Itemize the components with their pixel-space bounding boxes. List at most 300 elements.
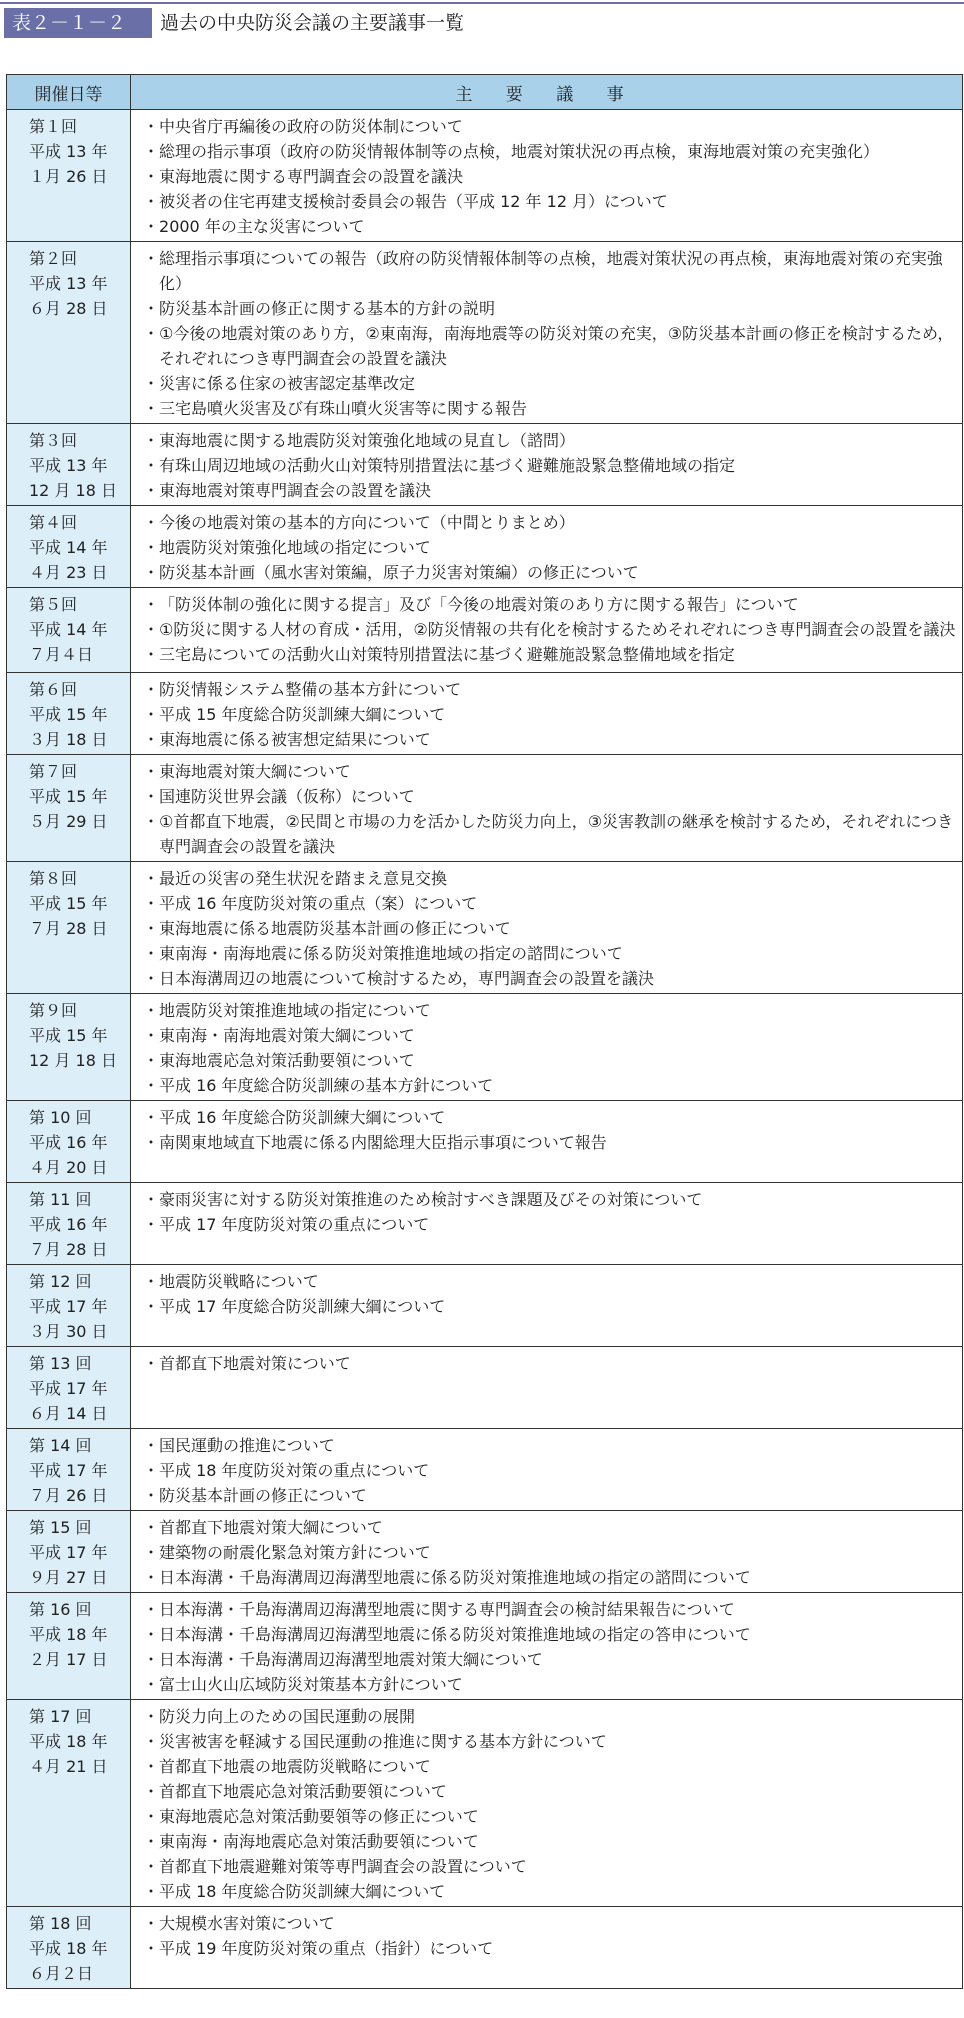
meeting-year: 平成 15 年 [29, 787, 108, 806]
agenda-item-text: 平成 16 年度防災対策の重点（案）について [159, 894, 478, 913]
agenda-item-text: 三宅島噴火災害及び有珠山噴火災害等に関する報告 [159, 399, 528, 418]
agenda-item [143, 1854, 958, 1879]
agenda-cell [131, 1907, 963, 1989]
agenda-item [143, 617, 958, 642]
agenda-item-text: 防災基本計画の修正に関する基本的方針の説明 [159, 299, 496, 318]
meeting-year: 平成 15 年 [29, 705, 108, 724]
agenda-item-text: 東海地震に関する専門調査会の設置を議決 [159, 167, 464, 186]
meeting-date: ４月 23 日 [29, 563, 108, 582]
agenda-item [143, 1754, 958, 1779]
table-row [7, 506, 963, 588]
agenda-item [143, 1105, 958, 1130]
meeting-date-cell [7, 1265, 131, 1347]
agenda-item-text: 今後の地震対策の基本的方向について（中間とりまとめ） [159, 513, 575, 532]
agenda-item-text: 平成 19 年度防災対策の重点（指針）について [159, 1939, 494, 1958]
agenda-cell [131, 673, 963, 755]
agenda-item-text: 災害被害を軽減する国民運動の推進に関する基本方針について [159, 1732, 607, 1751]
agenda-item-text: 防災力向上のための国民運動の展開 [159, 1707, 416, 1726]
table-row [7, 1347, 963, 1429]
agenda-item [143, 1779, 958, 1804]
bullet-mark: ・ [143, 645, 160, 664]
agenda-item-text: 東海地震に係る地震防災基本計画の修正について [159, 919, 511, 938]
table-row [7, 1101, 963, 1183]
meeting-year: 平成 17 年 [29, 1379, 108, 1398]
bullet-mark: ・ [143, 1914, 160, 1933]
agenda-item [143, 246, 958, 296]
agenda-item [143, 1351, 958, 1376]
agenda-item [143, 478, 958, 503]
agenda-item-text: 東海地震対策大綱について [159, 762, 351, 781]
agenda-item [143, 139, 958, 164]
agenda-item [143, 702, 958, 727]
agenda-item-text: 「防災体制の強化に関する提言」及び「今後の地震対策のあり方に関する報告」について [159, 595, 799, 614]
agenda-item [143, 1458, 958, 1483]
table-row [7, 1907, 963, 1989]
agenda-item-text: 総理の指示事項（政府の防災情報体制等の点検，地震対策状況の再点検，東海地震対策の充実強化） [159, 142, 880, 161]
meeting-date-cell [7, 1700, 131, 1907]
agenda-cell [131, 1429, 963, 1511]
agenda-item-text: 東海地震対策専門調査会の設置を議決 [159, 481, 432, 500]
bullet-mark: ・ [143, 1108, 160, 1127]
meeting-year: 平成 14 年 [29, 538, 108, 557]
agenda-cell [131, 424, 963, 506]
bullet-mark: ・ [143, 1543, 160, 1562]
agenda-item [143, 966, 958, 991]
meeting-session: 第 18 回 [29, 1914, 92, 1933]
meeting-session: 第 11 回 [29, 1190, 92, 1209]
meeting-date: ６月 28 日 [29, 299, 108, 318]
meeting-date: 12 月 18 日 [29, 481, 117, 500]
meeting-session: 第３回 [29, 431, 78, 450]
header-agenda [131, 75, 963, 110]
bullet-mark: ・ [143, 705, 160, 724]
agenda-cell [131, 1265, 963, 1347]
bullet-mark: ・ [143, 1568, 160, 1587]
agenda-item [143, 510, 958, 535]
table-row [7, 994, 963, 1101]
bullet-mark: ・ [143, 969, 160, 988]
agenda-cell [131, 1101, 963, 1183]
meeting-session: 第１回 [29, 117, 78, 136]
bullet-mark: ・ [143, 1625, 160, 1644]
meeting-date-cell [7, 755, 131, 862]
bullet-mark: ・ [143, 1782, 160, 1801]
agenda-item [143, 1829, 958, 1854]
bullet-mark: ・ [143, 944, 160, 963]
meeting-year: 平成 18 年 [29, 1625, 108, 1644]
table-row [7, 1511, 963, 1593]
meeting-date-cell [7, 994, 131, 1101]
meeting-date: ７月 28 日 [29, 1240, 108, 1259]
agenda-item [143, 1597, 958, 1622]
agenda-cell [131, 1347, 963, 1429]
bullet-mark: ・ [143, 1807, 160, 1826]
meeting-date: ３月 18 日 [29, 730, 108, 749]
title-rule [0, 2, 964, 4]
bullet-mark: ・ [143, 1076, 160, 1095]
meeting-session: 第 12 回 [29, 1272, 92, 1291]
agenda-item-text: 首都直下地震避難対策等専門調査会の設置について [159, 1857, 527, 1876]
agenda-item-text: 2000 年の主な災害について [159, 217, 365, 236]
meeting-date: ９月 27 日 [29, 1568, 108, 1587]
bullet-mark: ・ [143, 1190, 160, 1209]
bullet-mark: ・ [143, 1297, 160, 1316]
agenda-item-text: 三宅島についての活動火山対策特別措置法に基づく避難施設緊急整備地域を指定 [159, 645, 735, 664]
agenda-item-text: 大規模水害対策について [159, 1914, 335, 1933]
agenda-item [143, 164, 958, 189]
table-row [7, 673, 963, 755]
bullet-mark: ・ [143, 787, 160, 806]
bullet-mark: ・ [143, 142, 160, 161]
agenda-cell [131, 506, 963, 588]
bullet-mark: ・ [143, 1757, 160, 1776]
agenda-item [143, 1647, 958, 1672]
agenda-item [143, 916, 958, 941]
bullet-mark: ・ [143, 456, 160, 475]
meeting-session: 第６回 [29, 680, 78, 699]
agenda-item [143, 114, 958, 139]
agenda-item-text: 平成 18 年度総合防災訓練大綱について [159, 1882, 446, 1901]
meeting-date: ５月 29 日 [29, 812, 108, 831]
table-row [7, 588, 963, 673]
meeting-date: ６月 14 日 [29, 1404, 108, 1423]
agenda-item [143, 941, 958, 966]
meeting-date: ７月 28 日 [29, 919, 108, 938]
header-date: 開催日等 [7, 75, 131, 110]
meeting-year: 平成 15 年 [29, 894, 108, 913]
meeting-year: 平成 17 年 [29, 1461, 108, 1480]
table-body [7, 110, 963, 1989]
agenda-item-text: 豪雨災害に対する防災対策推進のため検討すべき課題及びその対策について [159, 1190, 703, 1209]
agenda-item-text: 有珠山周辺地域の活動火山対策特別措置法に基づく避難施設緊急整備地域の指定 [159, 456, 736, 475]
agenda-cell [131, 1593, 963, 1700]
agenda-item [143, 759, 958, 784]
agenda-item-text: 東海地震に係る被害想定結果について [159, 730, 431, 749]
agenda-cell [131, 862, 963, 994]
agenda-item-text: 日本海溝周辺の地震について検討するため，専門調査会の設置を議決 [159, 969, 655, 988]
meeting-year: 平成 17 年 [29, 1297, 108, 1316]
agenda-item-text: 平成 15 年度総合防災訓練大綱について [159, 705, 446, 724]
table-row [7, 1593, 963, 1700]
bullet-mark: ・ [143, 1272, 160, 1291]
agenda-item-text: 首都直下地震の地震防災戦略について [159, 1757, 431, 1776]
bullet-mark: ・ [143, 1215, 160, 1234]
bullet-mark: ・ [143, 563, 160, 582]
bullet-mark: ・ [143, 431, 160, 450]
agenda-item [143, 1187, 958, 1212]
bullet-mark: ・ [143, 481, 160, 500]
table-row [7, 242, 963, 424]
bullet-mark: ・ [143, 1461, 160, 1480]
agenda-item [143, 214, 958, 239]
agenda-item [143, 560, 958, 585]
agenda-item [143, 1622, 958, 1647]
agenda-cell [131, 1183, 963, 1265]
table-row [7, 424, 963, 506]
meeting-year: 平成 18 年 [29, 1732, 108, 1751]
bullet-mark: ・ [143, 812, 160, 831]
agenda-item-text: ①首都直下地震，②民間と市場の力を活かした防災力向上，③災害教訓の継承を検討するため，それぞれにつき専門調査会の設置を議決 [159, 812, 954, 856]
agenda-item-text: 平成 17 年度防災対策の重点について [159, 1215, 430, 1234]
agenda-item-text: ①防災に関する人材の育成・活用，②防災情報の共有化を検討するためそれぞれにつき専門調査会の設置を議決 [159, 620, 956, 639]
meeting-date-cell [7, 110, 131, 242]
bullet-mark: ・ [143, 1939, 160, 1958]
agenda-item [143, 1073, 958, 1098]
agenda-cell [131, 994, 963, 1101]
agenda-item-text: 平成 16 年度総合防災訓練大綱について [159, 1108, 446, 1127]
meeting-year: 平成 18 年 [29, 1939, 108, 1958]
bullet-mark: ・ [143, 919, 160, 938]
meeting-session: 第７回 [29, 762, 78, 781]
meeting-year: 平成 16 年 [29, 1215, 108, 1234]
bullet-mark: ・ [143, 192, 160, 211]
agenda-item-text: 平成 16 年度総合防災訓練の基本方針について [159, 1076, 494, 1095]
meeting-year: 平成 13 年 [29, 142, 108, 161]
agenda-cell [131, 242, 963, 424]
agenda-item-text: 富士山火山広域防災対策基本方針について [159, 1675, 463, 1694]
meeting-year: 平成 14 年 [29, 620, 108, 639]
meeting-session: 第 17 回 [29, 1707, 92, 1726]
agenda-item [143, 866, 958, 891]
bullet-mark: ・ [143, 1732, 160, 1751]
table-number-badge: 表２－１－２ [4, 8, 152, 38]
meeting-session: 第 14 回 [29, 1436, 92, 1455]
table-row [7, 862, 963, 994]
bullet-mark: ・ [143, 324, 160, 343]
bullet-mark: ・ [143, 1882, 160, 1901]
table-row [7, 1183, 963, 1265]
meeting-year: 平成 17 年 [29, 1543, 108, 1562]
bullet-mark: ・ [143, 1832, 160, 1851]
meeting-date: ４月 21 日 [29, 1757, 108, 1776]
agenda-cell [131, 110, 963, 242]
meeting-date: 12 月 18 日 [29, 1051, 117, 1070]
bullet-mark: ・ [143, 762, 160, 781]
agenda-item [143, 998, 958, 1023]
meeting-session: 第 15 回 [29, 1518, 92, 1537]
meeting-session: 第 10 回 [29, 1108, 92, 1127]
bullet-mark: ・ [143, 374, 160, 393]
meeting-date-cell [7, 862, 131, 994]
meeting-date: ７月 26 日 [29, 1486, 108, 1505]
meeting-date-cell [7, 1511, 131, 1593]
agenda-item-text: 地震防災対策強化地域の指定について [159, 538, 431, 557]
bullet-mark: ・ [143, 620, 160, 639]
meeting-date: ７月４日 [29, 645, 94, 664]
agenda-item-text: 首都直下地震対策について [159, 1354, 351, 1373]
meeting-session: 第５回 [29, 595, 78, 614]
bullet-mark: ・ [143, 1518, 160, 1537]
meeting-date: ２月 17 日 [29, 1650, 108, 1669]
title-bar [0, 0, 964, 44]
bullet-mark: ・ [143, 249, 160, 268]
bullet-mark: ・ [143, 1026, 160, 1045]
bullet-mark: ・ [143, 217, 160, 236]
agenda-item-text: 首都直下地震応急対策活動要領について [159, 1782, 447, 1801]
meeting-year: 平成 16 年 [29, 1133, 108, 1152]
bullet-mark: ・ [143, 1436, 160, 1455]
bullet-mark: ・ [143, 167, 160, 186]
agenda-item-text: 東南海・南海地震対策大綱について [159, 1026, 415, 1045]
agenda-item [143, 1704, 958, 1729]
agenda-item [143, 1729, 958, 1754]
agenda-item [143, 1294, 958, 1319]
meetings-table [6, 74, 963, 1989]
agenda-item-text: ①今後の地震対策のあり方，②東南海，南海地震等の防災対策の充実，③防災基本計画の修正を検討するため，それぞれにつき専門調査会の設置を議決 [159, 324, 954, 368]
agenda-item [143, 1269, 958, 1294]
agenda-cell [131, 1511, 963, 1593]
agenda-item-text: 日本海溝・千島海溝周辺海溝型地震に係る防災対策推進地域の指定の答申について [159, 1625, 751, 1644]
agenda-item-text: 被災者の住宅再建支援検討委員会の報告（平成 12 年 12 月）について [159, 192, 668, 211]
agenda-item [143, 1672, 958, 1697]
meeting-date: ６月２日 [29, 1964, 94, 1983]
agenda-item-text: 防災情報システム整備の基本方針について [159, 680, 462, 699]
meeting-date: １月 26 日 [29, 167, 108, 186]
table-title: 過去の中央防災会議の主要議事一覧 [160, 12, 465, 34]
bullet-mark: ・ [143, 1600, 160, 1619]
meeting-date-cell [7, 588, 131, 673]
agenda-item [143, 1804, 958, 1829]
agenda-item-text: 防災基本計画（風水害対策編，原子力災害対策編）の修正について [159, 563, 639, 582]
agenda-item [143, 727, 958, 752]
meeting-date-cell [7, 242, 131, 424]
agenda-cell [131, 755, 963, 862]
agenda-item [143, 642, 958, 667]
agenda-item [143, 453, 958, 478]
meeting-date-cell [7, 1347, 131, 1429]
bullet-mark: ・ [143, 299, 160, 318]
meeting-session: 第 16 回 [29, 1600, 92, 1619]
bullet-mark: ・ [143, 680, 160, 699]
meeting-session: 第 13 回 [29, 1354, 92, 1373]
agenda-item [143, 1565, 958, 1590]
agenda-item [143, 1433, 958, 1458]
meeting-date: ３月 30 日 [29, 1322, 108, 1341]
agenda-item [143, 396, 958, 421]
bullet-mark: ・ [143, 869, 160, 888]
agenda-item-text: 災害に係る住家の被害認定基準改定 [159, 374, 416, 393]
bullet-mark: ・ [143, 1486, 160, 1505]
agenda-item-text: 東海地震応急対策活動要領等の修正について [159, 1807, 479, 1826]
agenda-item [143, 189, 958, 214]
agenda-item [143, 1212, 958, 1237]
meeting-year: 平成 15 年 [29, 1026, 108, 1045]
meeting-year: 平成 13 年 [29, 274, 108, 293]
bullet-mark: ・ [143, 730, 160, 749]
table-row [7, 1700, 963, 1907]
bullet-mark: ・ [143, 538, 160, 557]
bullet-mark: ・ [143, 1650, 160, 1669]
agenda-cell [131, 588, 963, 673]
agenda-item-text: 日本海溝・千島海溝周辺海溝型地震に関する専門調査会の検討結果報告について [159, 1600, 735, 1619]
bullet-mark: ・ [143, 1857, 160, 1876]
agenda-item [143, 1023, 958, 1048]
agenda-item-text: 国連防災世界会議（仮称）について [159, 787, 415, 806]
agenda-item-text: 建築物の耐震化緊急対策方針について [159, 1543, 431, 1562]
agenda-item [143, 1540, 958, 1565]
agenda-item [143, 592, 958, 617]
bullet-mark: ・ [143, 894, 160, 913]
bullet-mark: ・ [143, 513, 160, 532]
table-row [7, 1429, 963, 1511]
meeting-date-cell [7, 673, 131, 755]
table-row [7, 110, 963, 242]
agenda-item-text: 地震防災戦略について [159, 1272, 319, 1291]
agenda-item-text: 東海地震応急対策活動要領について [159, 1051, 415, 1070]
agenda-item-text: 総理指示事項についての報告（政府の防災情報体制等の点検，地震対策状況の再点検，東海地震対策の充実強化） [159, 249, 943, 293]
agenda-item [143, 809, 958, 859]
bullet-mark: ・ [143, 1001, 160, 1020]
agenda-item [143, 784, 958, 809]
agenda-item [143, 1130, 958, 1155]
agenda-item [143, 296, 958, 321]
agenda-item-text: 東南海・南海地震に係る防災対策推進地域の指定の諮問について [159, 944, 623, 963]
header-agenda-label: 主 要 議 事 [455, 84, 638, 105]
meeting-date-cell [7, 1593, 131, 1700]
agenda-item [143, 428, 958, 453]
agenda-cell [131, 1700, 963, 1907]
bullet-mark: ・ [143, 1133, 160, 1152]
meeting-date-cell [7, 506, 131, 588]
bullet-mark: ・ [143, 595, 160, 614]
agenda-item [143, 1911, 958, 1936]
agenda-item [143, 1515, 958, 1540]
agenda-item [143, 1048, 958, 1073]
meeting-date-cell [7, 1101, 131, 1183]
bullet-mark: ・ [143, 399, 160, 418]
bullet-mark: ・ [143, 1707, 160, 1726]
agenda-item-text: 平成 17 年度総合防災訓練大綱について [159, 1297, 446, 1316]
agenda-item [143, 1879, 958, 1904]
bullet-mark: ・ [143, 1675, 160, 1694]
table-row [7, 1265, 963, 1347]
agenda-item-text: 国民運動の推進について [159, 1436, 335, 1455]
agenda-item-text: 平成 18 年度防災対策の重点について [159, 1461, 430, 1480]
meeting-session: 第９回 [29, 1001, 78, 1020]
meeting-date-cell [7, 424, 131, 506]
agenda-item [143, 1936, 958, 1961]
meeting-date-cell [7, 1183, 131, 1265]
meeting-session: 第８回 [29, 869, 78, 888]
meeting-date-cell [7, 1907, 131, 1989]
agenda-item-text: 最近の災害の発生状況を踏まえ意見交換 [159, 869, 448, 888]
table-header-row [7, 75, 963, 110]
agenda-item-text: 首都直下地震対策大綱について [159, 1518, 383, 1537]
agenda-item-text: 中央省庁再編後の政府の防災体制について [159, 117, 463, 136]
meeting-date: ４月 20 日 [29, 1158, 108, 1177]
bullet-mark: ・ [143, 117, 160, 136]
agenda-item [143, 1483, 958, 1508]
bullet-mark: ・ [143, 1354, 160, 1373]
agenda-item-text: 日本海溝・千島海溝周辺海溝型地震に係る防災対策推進地域の指定の諮問について [159, 1568, 751, 1587]
agenda-item [143, 891, 958, 916]
agenda-item [143, 535, 958, 560]
agenda-item [143, 371, 958, 396]
agenda-item-text: 東海地震に関する地震防災対策強化地域の見直し（諮問） [159, 431, 576, 450]
agenda-item [143, 321, 958, 371]
table-row [7, 755, 963, 862]
agenda-item-text: 東南海・南海地震応急対策活動要領について [159, 1832, 479, 1851]
agenda-item-text: 防災基本計画の修正について [159, 1486, 367, 1505]
meeting-session: 第４回 [29, 513, 78, 532]
agenda-item-text: 南関東地域直下地震に係る内閣総理大臣指示事項について報告 [159, 1133, 607, 1152]
meeting-year: 平成 13 年 [29, 456, 108, 475]
meeting-date-cell [7, 1429, 131, 1511]
agenda-item-text: 日本海溝・千島海溝周辺海溝型地震対策大綱について [159, 1650, 543, 1669]
meeting-session: 第２回 [29, 249, 78, 268]
agenda-item-text: 地震防災対策推進地域の指定について [159, 1001, 431, 1020]
bullet-mark: ・ [143, 1051, 160, 1070]
